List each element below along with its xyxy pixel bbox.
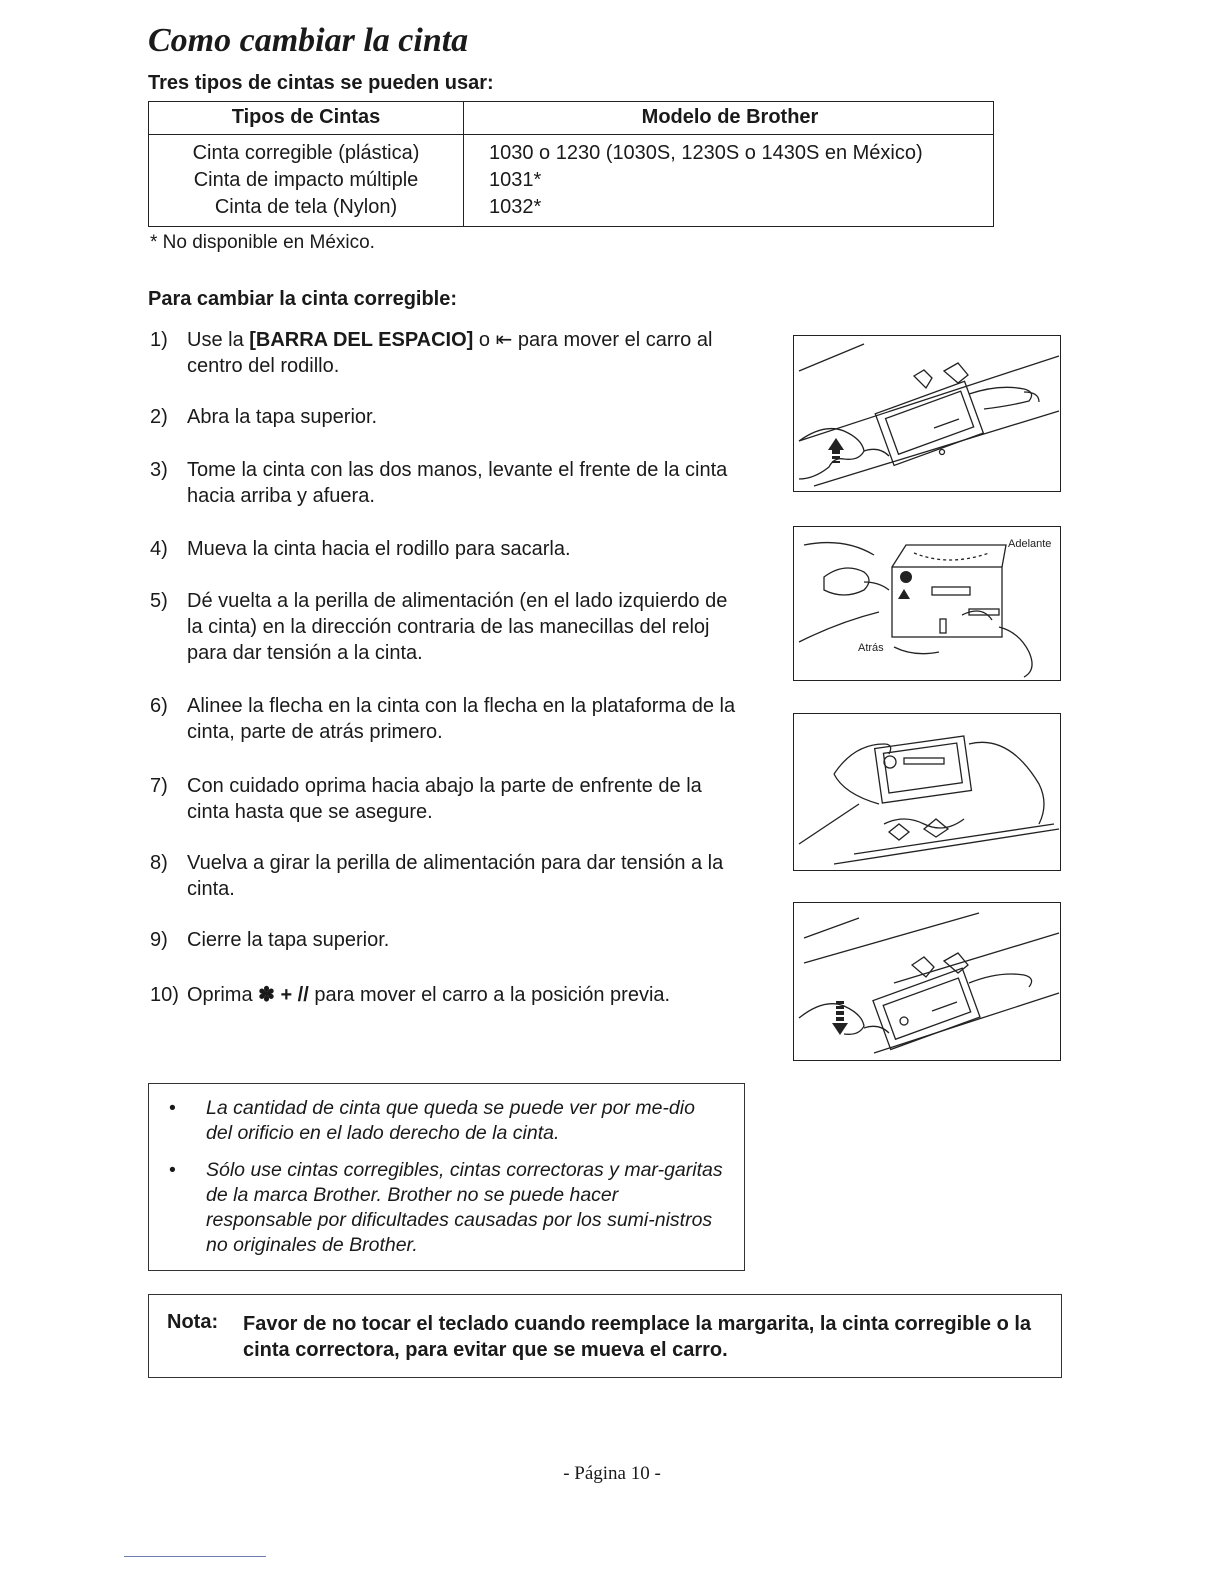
step-text bbox=[187, 982, 747, 1008]
step-number: 1) bbox=[150, 329, 168, 351]
procedure-heading: Para cambiar la cinta corregible: bbox=[148, 288, 458, 310]
figure-ribbon-orientation bbox=[793, 526, 1061, 681]
bullet-icon: • bbox=[169, 1159, 176, 1181]
step-key-label: ✽ + // bbox=[258, 984, 309, 1006]
table-cell-model: 1031* bbox=[489, 169, 542, 191]
step-number: 4) bbox=[150, 538, 168, 560]
step-key-label: [BARRA DEL ESPACIO] bbox=[249, 329, 474, 351]
table-cell-model: 1032* bbox=[489, 196, 542, 218]
figure-insert-ribbon bbox=[793, 713, 1061, 871]
step-number: 8) bbox=[150, 852, 168, 874]
table-cell-type: Cinta de tela (Nylon) bbox=[214, 196, 398, 218]
step-text-part: Oprima bbox=[187, 984, 259, 1006]
step-text: Alinee la flecha en la cinta con la flecha en la plataforma de la cinta, parte de atrás primero. bbox=[187, 695, 736, 743]
ribbon-illustration-4 bbox=[794, 903, 1061, 1061]
step-text-part: o ⇤ para mover el carro al centro del rodillo. bbox=[187, 329, 713, 377]
step-text: Cierre la tapa superior. bbox=[187, 929, 390, 951]
step-number: 9) bbox=[150, 929, 168, 951]
ribbon-types-table bbox=[148, 101, 994, 227]
table-footnote: * No disponible en México. bbox=[150, 232, 375, 253]
bullet-icon: • bbox=[169, 1097, 176, 1119]
note-text: Favor de no tocar el teclado cuando reemplace la margarita, la cinta corregible o la cinta correctora, para evitar que se mueva el carro. bbox=[243, 1313, 1032, 1361]
step-text: Dé vuelta a la perilla de alimentación (en el lado izquierdo de la cinta) en la dirección contraria de las manecillas del reloj para dar tensión a la cinta. bbox=[187, 590, 728, 664]
table-header-divider bbox=[149, 134, 993, 135]
note-text: Sólo use cintas corregibles, cintas correctoras y mar-garitas de la marca Brother. Brother no se puede hacer responsable por dificultades causadas por los sumi-nistros no originales de Brother. bbox=[206, 1159, 723, 1256]
step-number: 5) bbox=[150, 590, 168, 612]
table-cell-type: Cinta de impacto múltiple bbox=[193, 169, 419, 191]
figure-label-front: Adelante bbox=[1008, 538, 1052, 550]
step-text: Tome la cinta con las dos manos, levante el frente de la cinta hacia arriba y afuera. bbox=[187, 459, 728, 507]
step-number: 7) bbox=[150, 775, 168, 797]
step-text: Abra la tapa superior. bbox=[187, 406, 378, 428]
note-text: La cantidad de cinta que queda se puede ver por me-dio del orificio en el lado derecho de la cinta. bbox=[206, 1097, 695, 1144]
step-number: 3) bbox=[150, 459, 168, 481]
table-cell-model: 1030 o 1230 (1030S, 1230S o 1430S en México) bbox=[489, 142, 923, 164]
table-header-brother-model: Modelo de Brother bbox=[641, 106, 819, 128]
step-text bbox=[187, 327, 747, 379]
table-cell-type: Cinta corregible (plástica) bbox=[192, 142, 420, 164]
figure-press-ribbon bbox=[793, 902, 1061, 1061]
page-number: - Página 10 - bbox=[563, 1463, 661, 1484]
step-number: 6) bbox=[150, 695, 168, 717]
ribbon-illustration-1 bbox=[794, 336, 1061, 492]
figure-label-back: Atrás bbox=[858, 642, 884, 654]
figure-lift-ribbon bbox=[793, 335, 1061, 492]
step-text-part: Use la bbox=[187, 329, 250, 351]
ribbon-illustration-2 bbox=[794, 527, 1061, 681]
step-text: Vuelva a girar la perilla de alimentación para dar tensión a la cinta. bbox=[187, 852, 724, 900]
footer-rule bbox=[124, 1556, 266, 1557]
table-header-ribbon-type: Tipos de Cintas bbox=[231, 106, 381, 128]
page-title: Como cambiar la cinta bbox=[148, 22, 469, 59]
step-text: Con cuidado oprima hacia abajo la parte de enfrente de la cinta hasta que se asegure. bbox=[187, 775, 702, 823]
warning-note-box bbox=[148, 1294, 1062, 1378]
notes-box bbox=[148, 1083, 745, 1271]
note-label: Nota: bbox=[167, 1311, 219, 1333]
table-column-divider bbox=[463, 102, 464, 226]
step-number: 10) bbox=[150, 984, 179, 1006]
step-text: Mueva la cinta hacia el rodillo para sacarla. bbox=[187, 538, 571, 560]
ribbon-illustration-3 bbox=[794, 714, 1061, 871]
step-text-part: para mover el carro a la posición previa. bbox=[308, 984, 671, 1006]
section-subtitle: Tres tipos de cintas se pueden usar: bbox=[148, 72, 494, 94]
step-number: 2) bbox=[150, 406, 168, 428]
